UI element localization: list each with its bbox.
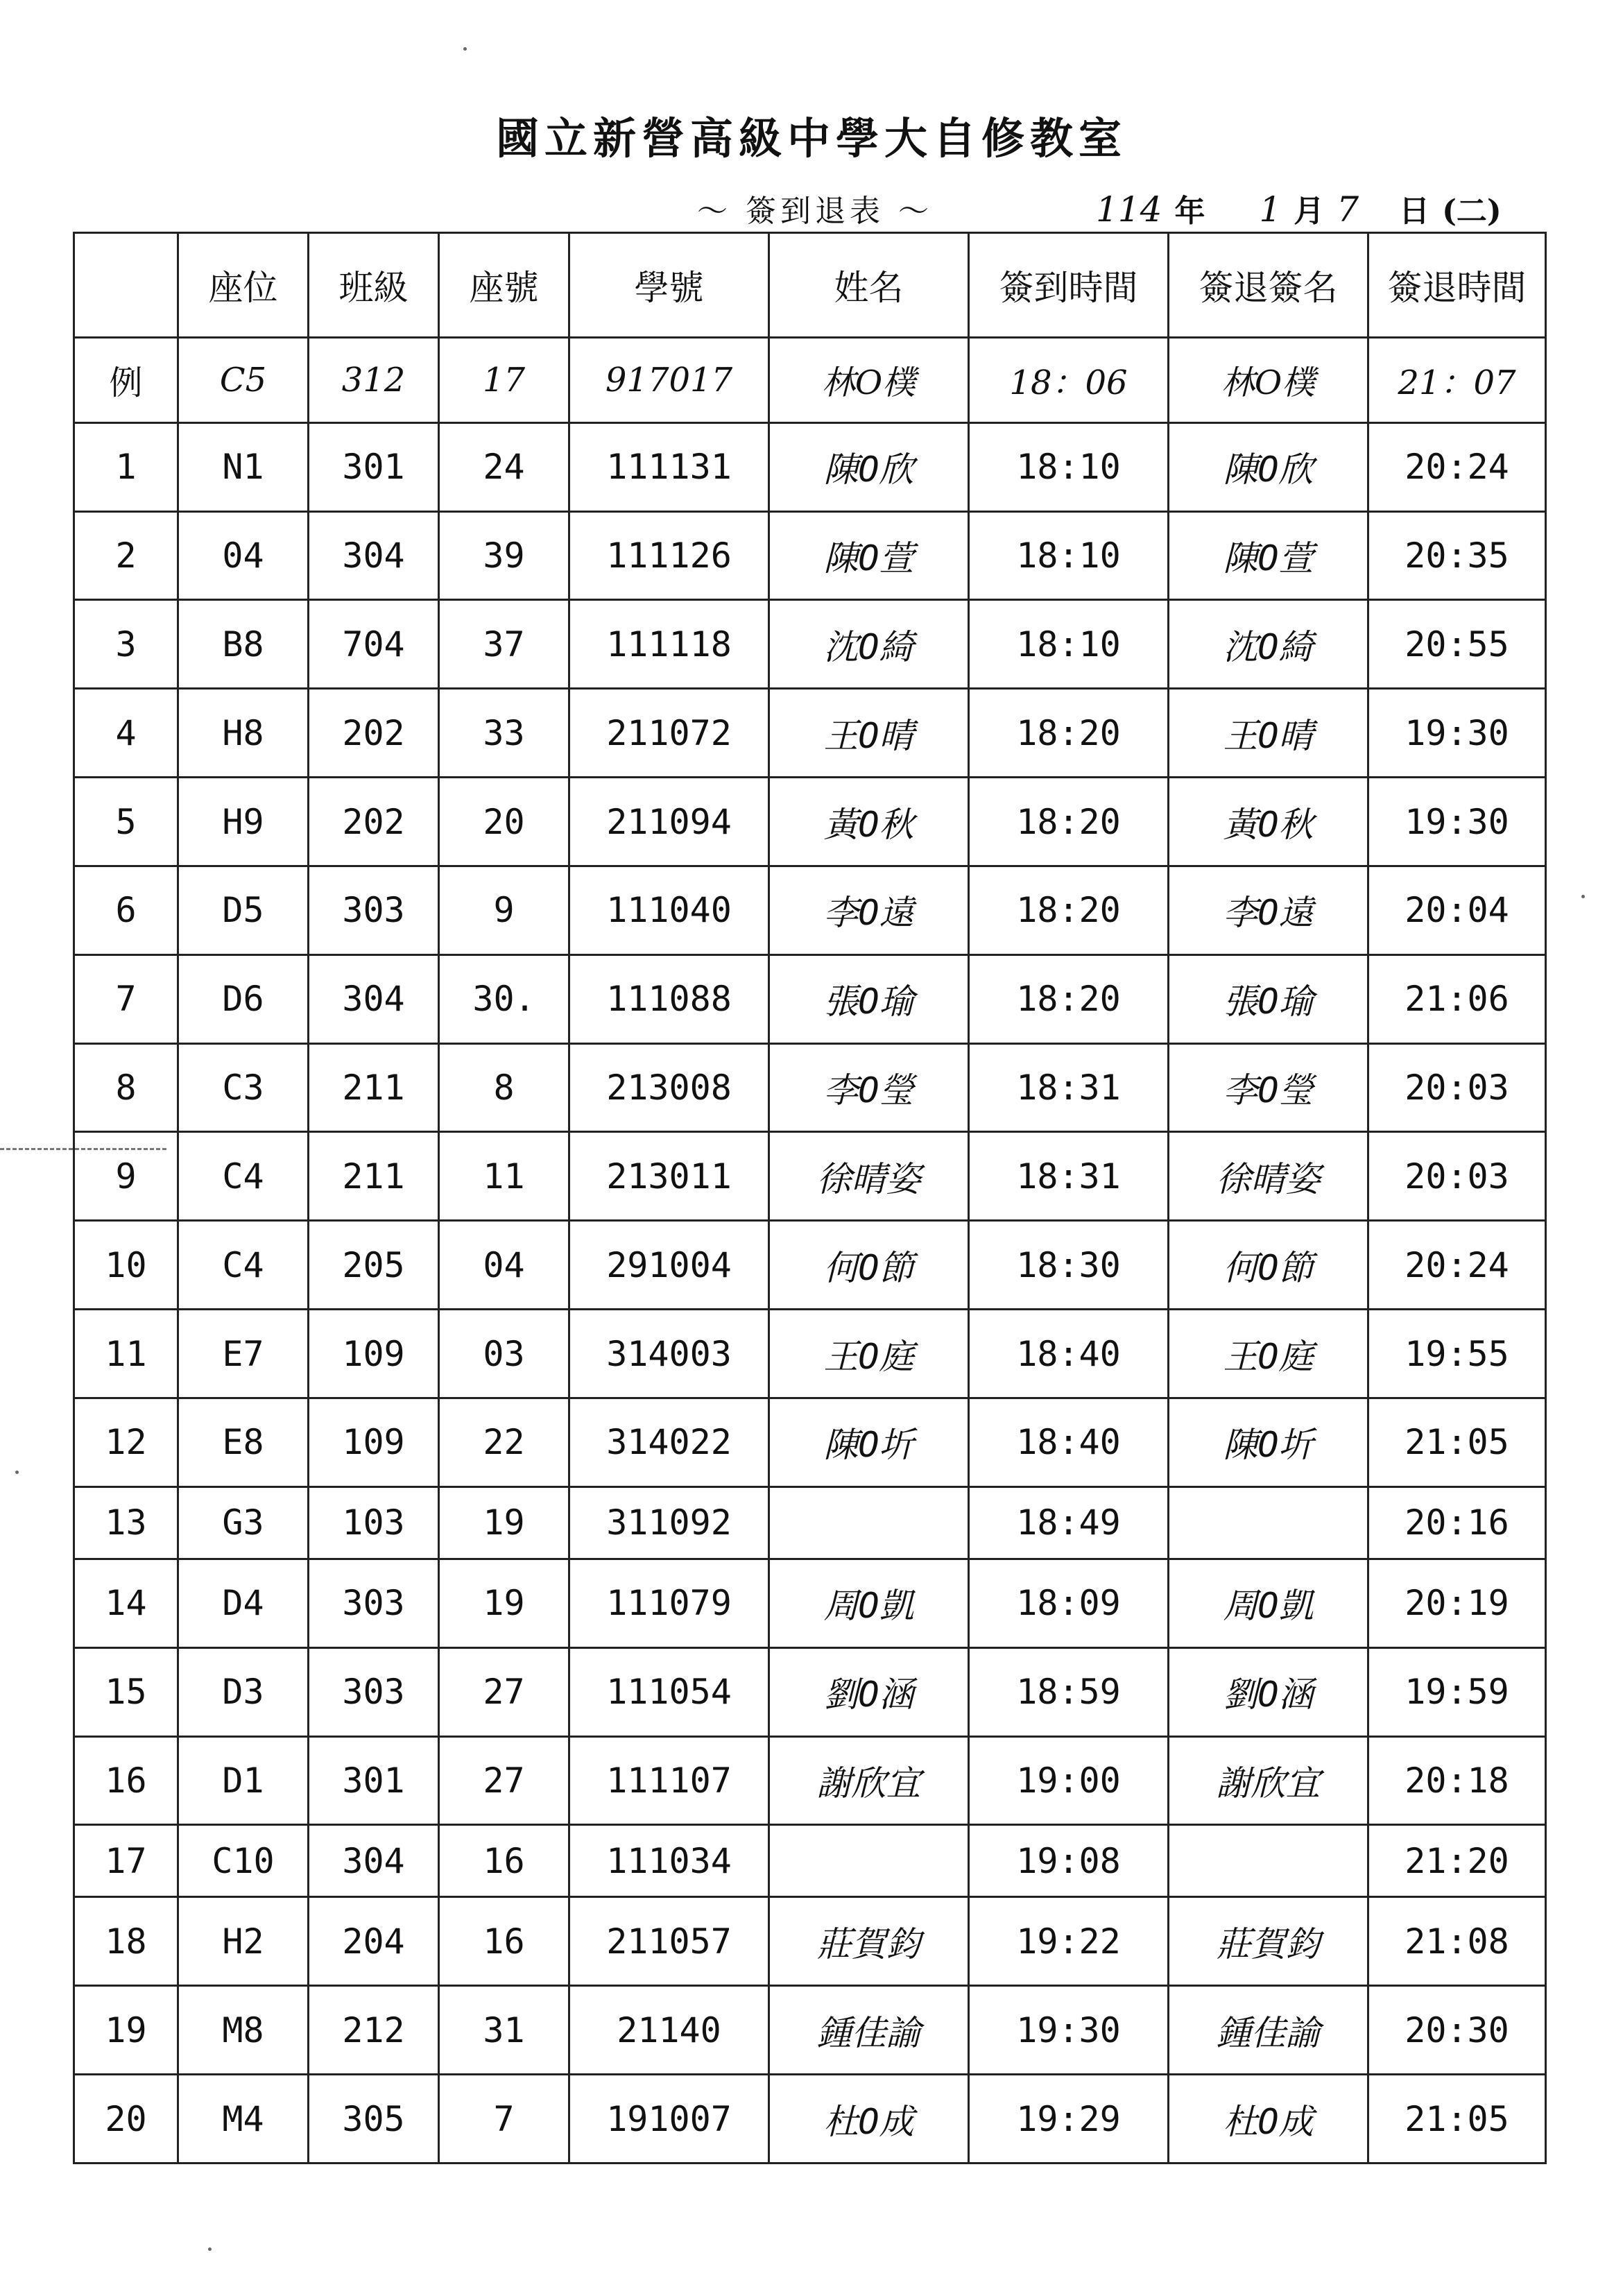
class-cell: 211: [309, 1132, 439, 1221]
row-number: 5: [74, 778, 178, 866]
signout-name-cell: 杜O成: [1169, 2075, 1368, 2164]
date-year: 114: [1096, 189, 1162, 230]
row-number: 16: [74, 1736, 178, 1825]
row-number: 例: [74, 338, 178, 423]
checkin-cell: 19:30: [969, 1986, 1169, 2075]
row-number: 20: [74, 2075, 178, 2164]
signout-name-cell: 沈O綺: [1169, 600, 1368, 689]
row-number: 1: [74, 422, 178, 511]
signout-name-cell: 張O瑜: [1169, 954, 1368, 1043]
class-cell: 103: [309, 1487, 439, 1559]
name-cell: [769, 1487, 969, 1559]
row-number: 3: [74, 600, 178, 689]
checkin-cell: 19:29: [969, 2075, 1169, 2164]
class-cell: 212: [309, 1986, 439, 2075]
date-day: 7: [1337, 189, 1359, 230]
row-number: 8: [74, 1043, 178, 1132]
signin-table: [73, 232, 1547, 2164]
seat-cell: E7: [178, 1310, 309, 1398]
class-cell: 304: [309, 1825, 439, 1897]
signout-name-cell: 鍾佳諭: [1169, 1986, 1368, 2075]
table-row: [74, 1647, 1546, 1736]
seat-no-cell: 9: [439, 866, 569, 954]
checkin-cell: 18:20: [969, 778, 1169, 866]
row-number: 10: [74, 1221, 178, 1310]
student-id-cell: 211057: [569, 1897, 769, 1986]
student-id-cell: 211072: [569, 689, 769, 778]
date-year-unit: 年: [1174, 194, 1205, 229]
col-seat-no-header: 座號: [439, 233, 569, 338]
scan-speck: [1581, 895, 1585, 898]
signout-name-cell: 李O瑩: [1169, 1043, 1368, 1132]
checkin-cell: 19:08: [969, 1825, 1169, 1897]
checkout-cell: 20:55: [1368, 600, 1546, 689]
signout-name-cell: 李O遠: [1169, 866, 1368, 954]
row-number: 9: [74, 1132, 178, 1221]
row-number: 7: [74, 954, 178, 1043]
signout-name-cell: 謝欣宜: [1169, 1736, 1368, 1825]
seat-no-cell: 24: [439, 422, 569, 511]
table-row: [74, 1986, 1546, 2075]
table-row: [74, 1221, 1546, 1310]
seat-no-cell: 04: [439, 1221, 569, 1310]
name-cell: 李O瑩: [769, 1043, 969, 1132]
header-row: [74, 233, 1546, 338]
checkout-cell: 19:30: [1368, 778, 1546, 866]
seat-cell: B8: [178, 600, 309, 689]
seat-no-cell: 31: [439, 1986, 569, 2075]
class-cell: 304: [309, 511, 439, 600]
scan-speck: [15, 1471, 19, 1474]
date-month-unit: 月: [1294, 194, 1325, 229]
name-cell: 鍾佳諭: [769, 1986, 969, 2075]
table-row: [74, 1487, 1546, 1559]
col-class-header: 班級: [309, 233, 439, 338]
checkout-cell: 20:30: [1368, 1986, 1546, 2075]
seat-no-cell: 27: [439, 1736, 569, 1825]
signout-name-cell: 徐晴姿: [1169, 1132, 1368, 1221]
name-cell: 王O晴: [769, 689, 969, 778]
student-id-cell: 111131: [569, 422, 769, 511]
class-cell: 303: [309, 1647, 439, 1736]
seat-no-cell: 19: [439, 1559, 569, 1647]
signout-name-cell: 陳O萱: [1169, 511, 1368, 600]
class-cell: 202: [309, 689, 439, 778]
student-id-cell: 111054: [569, 1647, 769, 1736]
seat-cell: H9: [178, 778, 309, 866]
checkin-cell: 18:49: [969, 1487, 1169, 1559]
checkin-cell: 18:31: [969, 1043, 1169, 1132]
name-cell: 何O節: [769, 1221, 969, 1310]
signout-name-cell: 陳O圻: [1169, 1398, 1368, 1487]
table-row: [74, 866, 1546, 954]
checkin-cell: 18:20: [969, 689, 1169, 778]
row-number: 4: [74, 689, 178, 778]
class-cell: 211: [309, 1043, 439, 1132]
name-cell: 林O樸: [769, 338, 969, 423]
signout-name-cell: 莊賀鈞: [1169, 1897, 1368, 1986]
seat-no-cell: 20: [439, 778, 569, 866]
checkout-cell: 19:55: [1368, 1310, 1546, 1398]
seat-no-cell: 22: [439, 1398, 569, 1487]
student-id-cell: 211094: [569, 778, 769, 866]
table-row: [74, 1736, 1546, 1825]
signout-name-cell: 王O庭: [1169, 1310, 1368, 1398]
seat-cell: E8: [178, 1398, 309, 1487]
row-number: 19: [74, 1986, 178, 2075]
row-number: 14: [74, 1559, 178, 1647]
checkout-cell: 21:20: [1368, 1825, 1546, 1897]
class-cell: 301: [309, 422, 439, 511]
row-number: 18: [74, 1897, 178, 1986]
class-cell: 205: [309, 1221, 439, 1310]
checkout-cell: 20:03: [1368, 1132, 1546, 1221]
date-month: 1: [1259, 189, 1282, 230]
table-row: [74, 1398, 1546, 1487]
student-id-cell: 917017: [569, 338, 769, 423]
seat-cell: H2: [178, 1897, 309, 1986]
table-row: [74, 422, 1546, 511]
class-cell: 301: [309, 1736, 439, 1825]
seat-cell: M8: [178, 1986, 309, 2075]
student-id-cell: 191007: [569, 2075, 769, 2164]
name-cell: 莊賀鈞: [769, 1897, 969, 1986]
checkout-cell: 21:06: [1368, 954, 1546, 1043]
seat-cell: C4: [178, 1132, 309, 1221]
date-line: [1096, 186, 1502, 230]
class-cell: 704: [309, 600, 439, 689]
col-checkin-header: 簽到時間: [969, 233, 1169, 338]
scan-speck: [463, 47, 467, 51]
checkin-cell: 18:09: [969, 1559, 1169, 1647]
name-cell: [769, 1825, 969, 1897]
checkout-cell: 20:24: [1368, 422, 1546, 511]
student-id-cell: 213011: [569, 1132, 769, 1221]
subtitle: ～ 簽到退表 ～: [697, 194, 933, 229]
checkout-cell: 19:30: [1368, 689, 1546, 778]
seat-no-cell: 19: [439, 1487, 569, 1559]
checkout-cell: 21：07: [1368, 338, 1546, 423]
seat-no-cell: 37: [439, 600, 569, 689]
name-cell: 徐晴姿: [769, 1132, 969, 1221]
seat-no-cell: 27: [439, 1647, 569, 1736]
checkout-cell: 21:05: [1368, 1398, 1546, 1487]
checkin-cell: 19:22: [969, 1897, 1169, 1986]
name-cell: 陳O萱: [769, 511, 969, 600]
signout-name-cell: 林O樸: [1169, 338, 1368, 423]
name-cell: 周O凱: [769, 1559, 969, 1647]
seat-cell: G3: [178, 1487, 309, 1559]
seat-cell: N1: [178, 422, 309, 511]
checkin-cell: 18:40: [969, 1398, 1169, 1487]
table-row: [74, 689, 1546, 778]
col-checkout-header: 簽退時間: [1368, 233, 1546, 338]
scan-speck: [208, 2247, 212, 2251]
student-id-cell: 314003: [569, 1310, 769, 1398]
class-cell: 305: [309, 2075, 439, 2164]
checkout-cell: 20:03: [1368, 1043, 1546, 1132]
signout-name-cell: 周O凱: [1169, 1559, 1368, 1647]
table-row: [74, 778, 1546, 866]
checkin-cell: 18:10: [969, 600, 1169, 689]
signout-name-cell: 王O晴: [1169, 689, 1368, 778]
class-cell: 303: [309, 1559, 439, 1647]
signout-name-cell: 黃O秋: [1169, 778, 1368, 866]
student-id-cell: 111034: [569, 1825, 769, 1897]
class-cell: 303: [309, 866, 439, 954]
seat-cell: D3: [178, 1647, 309, 1736]
row-number: 11: [74, 1310, 178, 1398]
example-row: [74, 338, 1546, 423]
table-row: [74, 511, 1546, 600]
checkout-cell: 20:24: [1368, 1221, 1546, 1310]
name-cell: 王O庭: [769, 1310, 969, 1398]
seat-no-cell: 11: [439, 1132, 569, 1221]
name-cell: 陳O欣: [769, 422, 969, 511]
class-cell: 204: [309, 1897, 439, 1986]
seat-no-cell: 16: [439, 1897, 569, 1986]
name-cell: 杜O成: [769, 2075, 969, 2164]
seat-cell: C3: [178, 1043, 309, 1132]
row-number: 12: [74, 1398, 178, 1487]
student-id-cell: 291004: [569, 1221, 769, 1310]
checkout-cell: 20:35: [1368, 511, 1546, 600]
checkin-cell: 18:20: [969, 954, 1169, 1043]
class-cell: 312: [309, 338, 439, 423]
seat-no-cell: 16: [439, 1825, 569, 1897]
seat-cell: C4: [178, 1221, 309, 1310]
seat-cell: C10: [178, 1825, 309, 1897]
date-day-unit: 日: [1399, 194, 1430, 229]
student-id-cell: 111126: [569, 511, 769, 600]
seat-cell: D1: [178, 1736, 309, 1825]
seat-no-cell: 30.: [439, 954, 569, 1043]
checkout-cell: 20:04: [1368, 866, 1546, 954]
checkout-cell: 20:16: [1368, 1487, 1546, 1559]
row-number: 13: [74, 1487, 178, 1559]
checkout-cell: 20:19: [1368, 1559, 1546, 1647]
name-cell: 黃O秋: [769, 778, 969, 866]
table-row: [74, 1559, 1546, 1647]
seat-cell: M4: [178, 2075, 309, 2164]
signout-name-cell: [1169, 1487, 1368, 1559]
student-id-cell: 21140: [569, 1986, 769, 2075]
seat-cell: D4: [178, 1559, 309, 1647]
seat-no-cell: 33: [439, 689, 569, 778]
row-number: 2: [74, 511, 178, 600]
table-row: [74, 1897, 1546, 1986]
seat-cell: C5: [178, 338, 309, 423]
name-cell: 陳O圻: [769, 1398, 969, 1487]
student-id-cell: 111118: [569, 600, 769, 689]
student-id-cell: 111040: [569, 866, 769, 954]
row-number: 17: [74, 1825, 178, 1897]
name-cell: 謝欣宜: [769, 1736, 969, 1825]
row-number: 15: [74, 1647, 178, 1736]
name-cell: 張O瑜: [769, 954, 969, 1043]
checkout-cell: 20:18: [1368, 1736, 1546, 1825]
class-cell: 202: [309, 778, 439, 866]
checkout-cell: 19:59: [1368, 1647, 1546, 1736]
student-id-cell: 311092: [569, 1487, 769, 1559]
student-id-cell: 111079: [569, 1559, 769, 1647]
checkout-cell: 21:05: [1368, 2075, 1546, 2164]
col-student-id-header: 學號: [569, 233, 769, 338]
table-row: [74, 1043, 1546, 1132]
student-id-cell: 213008: [569, 1043, 769, 1132]
signout-name-cell: 劉O涵: [1169, 1647, 1368, 1736]
col-name-header: 姓名: [769, 233, 969, 338]
row-number: 6: [74, 866, 178, 954]
checkin-cell: 18:20: [969, 866, 1169, 954]
checkin-cell: 18:59: [969, 1647, 1169, 1736]
checkin-cell: 18:40: [969, 1310, 1169, 1398]
page-title: 國立新營高級中學大自修教室: [495, 113, 1127, 164]
table-row: [74, 600, 1546, 689]
checkout-cell: 21:08: [1368, 1897, 1546, 1986]
seat-no-cell: 03: [439, 1310, 569, 1398]
student-id-cell: 111107: [569, 1736, 769, 1825]
checkin-cell: 19:00: [969, 1736, 1169, 1825]
checkin-cell: 18:30: [969, 1221, 1169, 1310]
class-cell: 304: [309, 954, 439, 1043]
student-id-cell: 314022: [569, 1398, 769, 1487]
seat-no-cell: 7: [439, 2075, 569, 2164]
signout-name-cell: 陳O欣: [1169, 422, 1368, 511]
checkin-cell: 18:10: [969, 511, 1169, 600]
table-row: [74, 1825, 1546, 1897]
class-cell: 109: [309, 1310, 439, 1398]
name-cell: 沈O綺: [769, 600, 969, 689]
seat-cell: 04: [178, 511, 309, 600]
table-row: [74, 1132, 1546, 1221]
signout-name-cell: [1169, 1825, 1368, 1897]
checkin-cell: 18:31: [969, 1132, 1169, 1221]
seat-no-cell: 39: [439, 511, 569, 600]
col-signout-name-header: 簽退簽名: [1169, 233, 1368, 338]
seat-no-cell: 17: [439, 338, 569, 423]
corner-cell-header: [74, 233, 178, 338]
seat-cell: H8: [178, 689, 309, 778]
student-id-cell: 111088: [569, 954, 769, 1043]
checkin-cell: 18：06: [969, 338, 1169, 423]
seat-cell: D5: [178, 866, 309, 954]
signout-name-cell: 何O節: [1169, 1221, 1368, 1310]
table-row: [74, 1310, 1546, 1398]
name-cell: 劉O涵: [769, 1647, 969, 1736]
date-weekday: (二): [1442, 194, 1502, 229]
checkin-cell: 18:10: [969, 422, 1169, 511]
table-row: [74, 954, 1546, 1043]
class-cell: 109: [309, 1398, 439, 1487]
table-row: [74, 2075, 1546, 2164]
seat-cell: D6: [178, 954, 309, 1043]
seat-no-cell: 8: [439, 1043, 569, 1132]
name-cell: 李O遠: [769, 866, 969, 954]
col-seat-header: 座位: [178, 233, 309, 338]
